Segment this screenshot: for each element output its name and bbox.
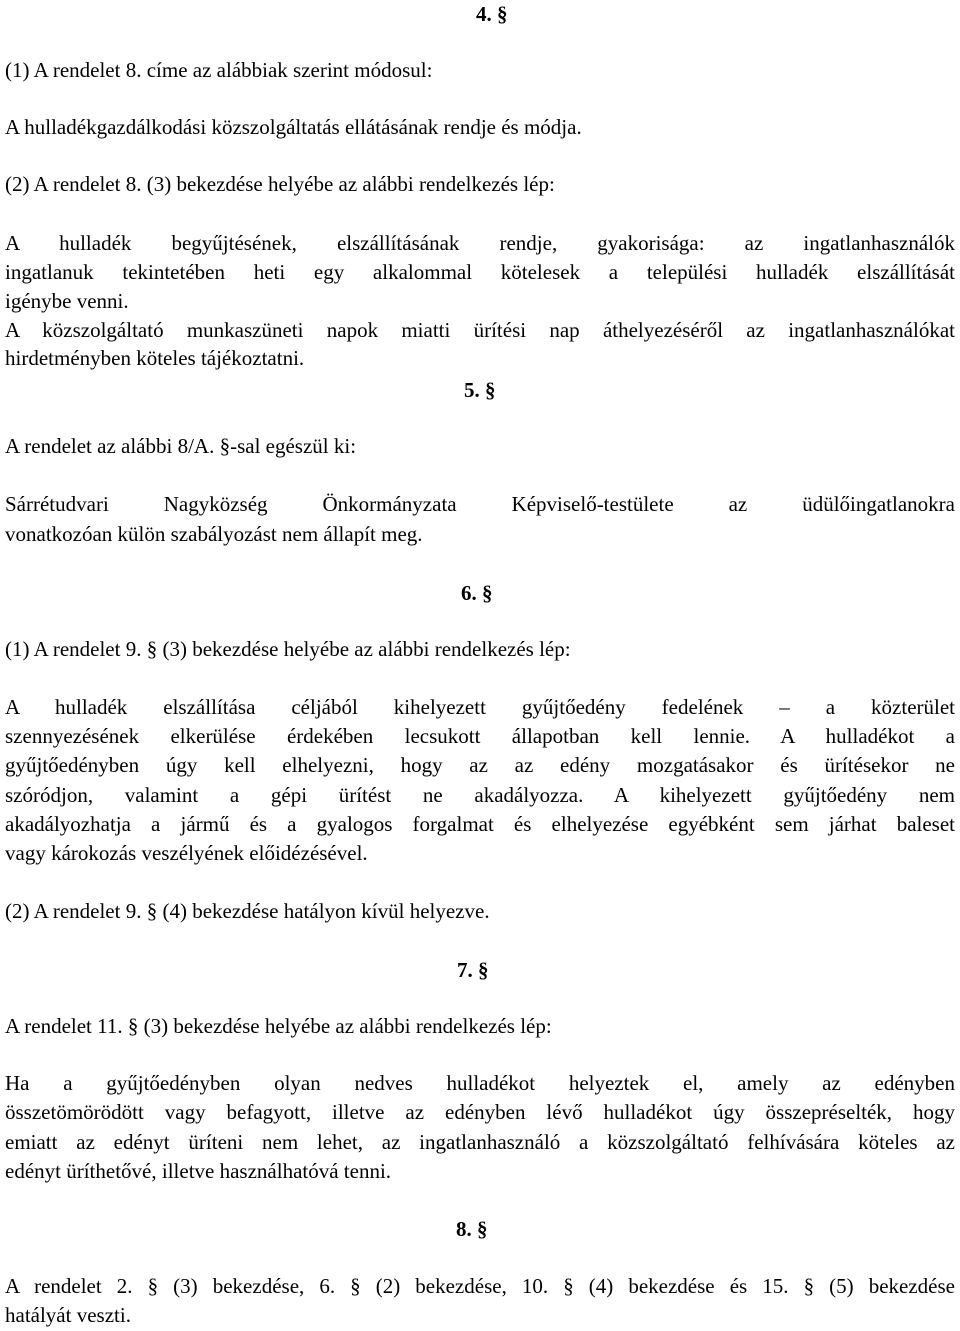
paragraph-line: szennyezésének elkerülése érdekében lecsukott állapotban kell lennie. A hulladékot a — [5, 724, 955, 748]
paragraph-line: A hulladék begyűjtésének, elszállításának rendje, gyakorisága: az ingatlanhasználók — [5, 231, 955, 255]
paragraph-line: igénybe venni. — [5, 289, 129, 313]
paragraph-line: A rendelet 2. § (3) bekezdése, 6. § (2) bekezdése, 10. § (4) bekezdése és 15. § (5) bekezdése — [5, 1274, 955, 1298]
paragraph-line: hatályát veszti. — [5, 1303, 131, 1327]
paragraph-line: gyűjtőedényben úgy kell elhelyezni, hogy az az edény mozgatásakor és ürítésekor ne — [5, 753, 955, 777]
paragraph-line: ingatlanuk tekintetében heti egy alkalommal kötelesek a települési hulladék elszállítását — [5, 260, 955, 284]
paragraph-line: akadályozhatja a jármű és a gyalogos forgalmat és elhelyezése egyébként sem járhat baleset — [5, 812, 955, 836]
paragraph-line: A közszolgáltató munkaszüneti napok miatti ürítési nap áthelyezéséről az ingatlanhasználókat — [5, 318, 955, 342]
section-heading-7: 7. § — [457, 958, 489, 982]
section-heading-4: 4. § — [476, 2, 508, 26]
paragraph-line: vonatkozóan külön szabályozást nem állapít meg. — [5, 522, 423, 546]
paragraph-line: hirdetményben köteles tájékoztatni. — [5, 346, 305, 370]
paragraph-line: (2) A rendelet 9. § (4) bekezdése hatályon kívül helyezve. — [5, 899, 490, 923]
paragraph-line: A rendelet az alábbi 8/A. §-sal egészül ki: — [5, 434, 357, 458]
paragraph-line: A hulladékgazdálkodási közszolgáltatás ellátásának rendje és módja. — [5, 115, 582, 139]
paragraph-line: Ha a gyűjtőedényben olyan nedves hulladékot helyeztek el, amely az edényben — [5, 1071, 955, 1095]
paragraph-line: A hulladék elszállítása céljából kihelyezett gyűjtőedény fedelének – a közterület — [5, 695, 955, 719]
paragraph-line: Sárrétudvari Nagyközség Önkormányzata Képviselő-testülete az üdülőingatlanokra — [5, 492, 955, 516]
paragraph-line: emiatt az edényt üríteni nem lehet, az ingatlanhasználó a közszolgáltató felhívására köteles az — [5, 1130, 955, 1154]
paragraph-line: vagy károkozás veszélyének előidézésével. — [5, 841, 368, 865]
paragraph-line: (1) A rendelet 8. címe az alábbiak szerint módosul: — [5, 58, 433, 82]
paragraph-line: edényt üríthetővé, illetve használhatóvá tenni. — [5, 1159, 392, 1183]
section-heading-6: 6. § — [461, 581, 493, 605]
paragraph-line: (1) A rendelet 9. § (3) bekezdése helyébe az alábbi rendelkezés lép: — [5, 637, 571, 661]
paragraph-line: összetömörödött vagy befagyott, illetve az edényben lévő hulladékot úgy összepréselték, hogy — [5, 1100, 955, 1124]
section-heading-5: 5. § — [464, 378, 496, 402]
paragraph-line: (2) A rendelet 8. (3) bekezdése helyébe az alábbi rendelkezés lép: — [5, 172, 555, 196]
paragraph-line: A rendelet 11. § (3) bekezdése helyébe az alábbi rendelkezés lép: — [5, 1014, 552, 1038]
section-heading-8: 8. § — [456, 1217, 488, 1241]
paragraph-line: szóródjon, valamint a gépi ürítést ne akadályozza. A kihelyezett gyűjtőedény nem — [5, 783, 955, 807]
